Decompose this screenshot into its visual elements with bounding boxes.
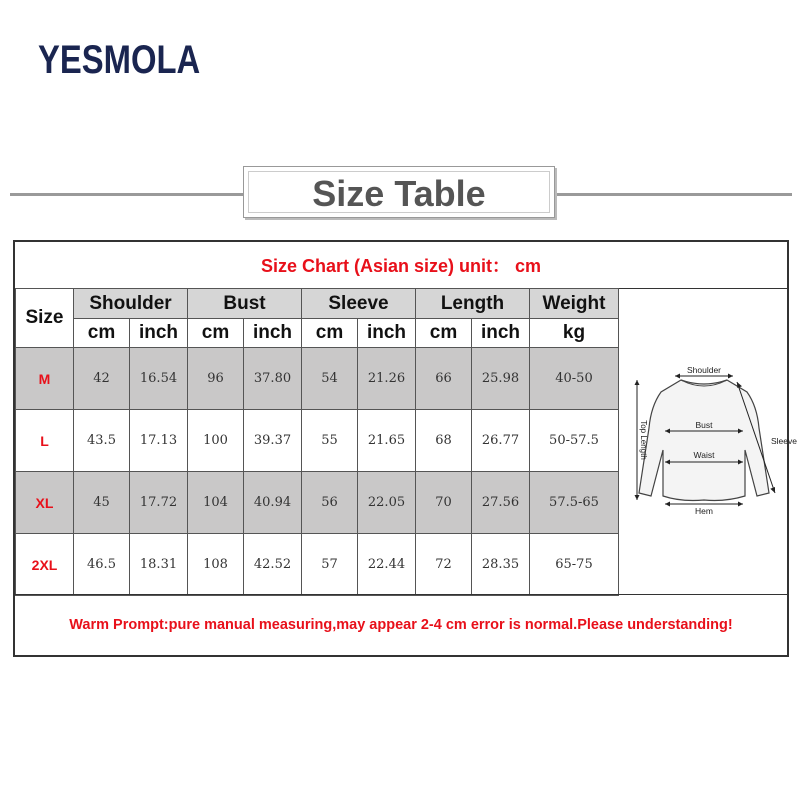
title-box	[243, 166, 555, 218]
brand-logo: YESMOLA	[38, 38, 201, 82]
length-inch-cell: 26.77	[472, 410, 530, 472]
shoulder-inch-cell: 17.72	[130, 472, 188, 534]
unit-cm: cm	[302, 319, 358, 348]
header-weight: Weight	[530, 289, 619, 319]
shoulder-inch-cell: 17.13	[130, 410, 188, 472]
unit-inch: inch	[358, 319, 416, 348]
shoulder-cm-cell: 46.5	[74, 534, 130, 596]
sleeve-inch-cell: 21.65	[358, 410, 416, 472]
table-row	[16, 410, 619, 472]
weight-cell: 50-57.5	[530, 410, 619, 472]
sleeve-inch-cell: 21.26	[358, 348, 416, 410]
bust-inch-cell: 39.37	[244, 410, 302, 472]
shoulder-cm-cell: 42	[74, 348, 130, 410]
size-label: L	[16, 410, 74, 472]
unit-cm: cm	[74, 319, 130, 348]
header-shoulder: Shoulder	[74, 289, 188, 319]
header-length: Length	[416, 289, 530, 319]
shoulder-inch-cell: 18.31	[130, 534, 188, 596]
bust-inch-cell: 40.94	[244, 472, 302, 534]
bust-cm-cell: 96	[188, 348, 244, 410]
bust-cm-cell: 108	[188, 534, 244, 596]
header-sleeve: Sleeve	[302, 289, 416, 319]
waist-label: Waist	[693, 450, 715, 460]
table-row	[16, 348, 619, 410]
sleeve-cm-cell: 55	[302, 410, 358, 472]
shoulder-label: Shoulder	[686, 365, 722, 375]
weight-cell: 65-75	[530, 534, 619, 596]
sleeve-cm-cell: 54	[302, 348, 358, 410]
bust-cm-cell: 104	[188, 472, 244, 534]
length-inch-cell: 25.98	[472, 348, 530, 410]
length-cm-cell: 68	[416, 410, 472, 472]
bust-label: Bust	[695, 420, 713, 430]
bust-inch-cell: 42.52	[244, 534, 302, 596]
title-rule-right	[556, 193, 792, 196]
title-rule-left	[10, 193, 243, 196]
shoulder-inch-cell: 16.54	[130, 348, 188, 410]
unit-cm: cm	[188, 319, 244, 348]
size-label: M	[16, 348, 74, 410]
sleeve-inch-cell: 22.44	[358, 534, 416, 596]
warm-prompt: Warm Prompt:pure manual measuring,may appear 2-4 cm error is normal.Please understanding!	[15, 594, 787, 658]
header-bust: Bust	[188, 289, 302, 319]
sleeve-inch-cell: 22.05	[358, 472, 416, 534]
size-label: 2XL	[16, 534, 74, 596]
chart-title: Size Chart (Asian size) unit： cm	[15, 242, 787, 289]
bust-cm-cell: 100	[188, 410, 244, 472]
length-inch-cell: 27.56	[472, 472, 530, 534]
shirt-diagram	[619, 288, 797, 594]
unit-kg: kg	[530, 319, 619, 348]
size-chart	[13, 240, 797, 657]
shoulder-cm-cell: 45	[74, 472, 130, 534]
sleeve-cm-cell: 56	[302, 472, 358, 534]
length-cm-cell: 70	[416, 472, 472, 534]
length-cm-cell: 72	[416, 534, 472, 596]
sweater-outline	[639, 380, 769, 501]
unit-inch: inch	[472, 319, 530, 348]
top-length-label: Top Length	[639, 420, 648, 460]
shoulder-cm-cell: 43.5	[74, 410, 130, 472]
size-table	[15, 288, 619, 596]
page-title: Size Table	[312, 173, 486, 214]
measurement-diagram	[618, 288, 797, 596]
weight-cell: 57.5-65	[530, 472, 619, 534]
unit-inch: inch	[244, 319, 302, 348]
length-inch-cell: 28.35	[472, 534, 530, 596]
table-row	[16, 534, 619, 596]
length-cm-cell: 66	[416, 348, 472, 410]
header-size: Size	[16, 289, 74, 348]
unit-cm: cm	[416, 319, 472, 348]
unit-inch: inch	[130, 319, 188, 348]
table-row	[16, 472, 619, 534]
bust-inch-cell: 37.80	[244, 348, 302, 410]
weight-cell: 40-50	[530, 348, 619, 410]
sleeve-cm-cell: 57	[302, 534, 358, 596]
hem-label: Hem	[695, 506, 713, 516]
sleeve-label: Sleeve	[771, 436, 797, 446]
size-label: XL	[16, 472, 74, 534]
